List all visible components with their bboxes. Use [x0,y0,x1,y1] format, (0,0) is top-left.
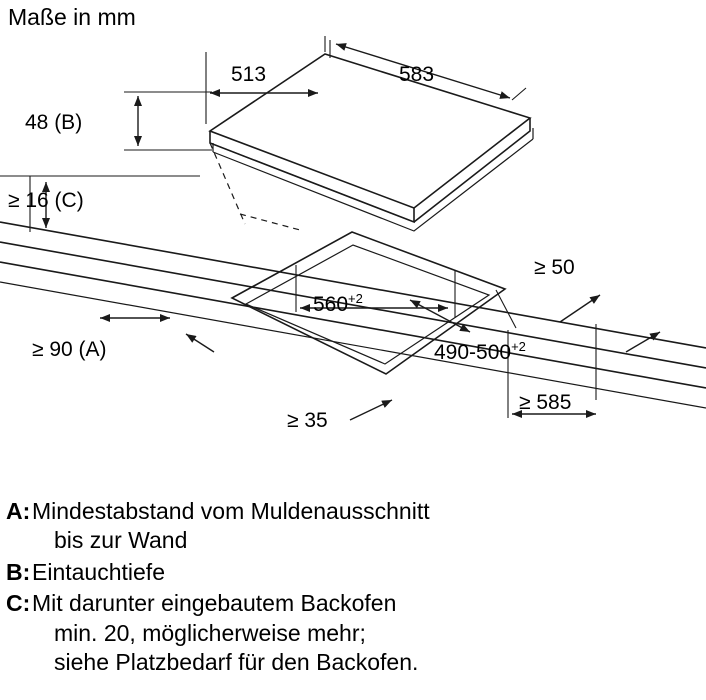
legend-key-c: C: [6,590,31,617]
legend-text-b [32,558,165,587]
legend-c-line1: Mit darunter eingebautem Backofen [32,590,397,617]
dim-label-490-500: $490-500^{+2}$ [434,339,526,364]
legend-c-line3: siehe Platzbedarf für den Backofen. [54,649,419,676]
worktop [0,222,706,408]
legend-key-a: A: [6,498,31,524]
legend [6,497,700,680]
legend-item-b [6,558,700,587]
dim-label-50: ≥ 50 [534,256,575,279]
dim-label-560: $560^{+2}$ [313,291,363,316]
legend-c-line2: min. 20, möglicherweise mehr; [54,619,366,646]
dim-label-35: ≥ 35 [287,409,328,432]
legend-item-c [6,589,700,677]
dim-label-48b: 48 (B) [25,111,83,134]
legend-item-a [6,497,700,556]
dim-label-16c: ≥ 16 (C) [8,189,84,212]
dim-label-90a: ≥ 90 (A) [32,338,107,361]
dim-label-583: 583 [399,63,435,86]
legend-b-line1: Eintauchtiefe [32,558,165,585]
page-title: Maße in mm [8,4,136,30]
legend-key-b: B: [6,558,31,585]
legend-text-c [32,589,418,677]
legend-text-a [32,497,430,556]
legend-a-line2: bis zur Wand [54,527,188,554]
dim-label-585: ≥ 585 [519,391,572,414]
dim-label-513: 513 [231,63,267,86]
legend-a-line1: Mindestabstand vom Muldenausschnitt [32,498,430,524]
